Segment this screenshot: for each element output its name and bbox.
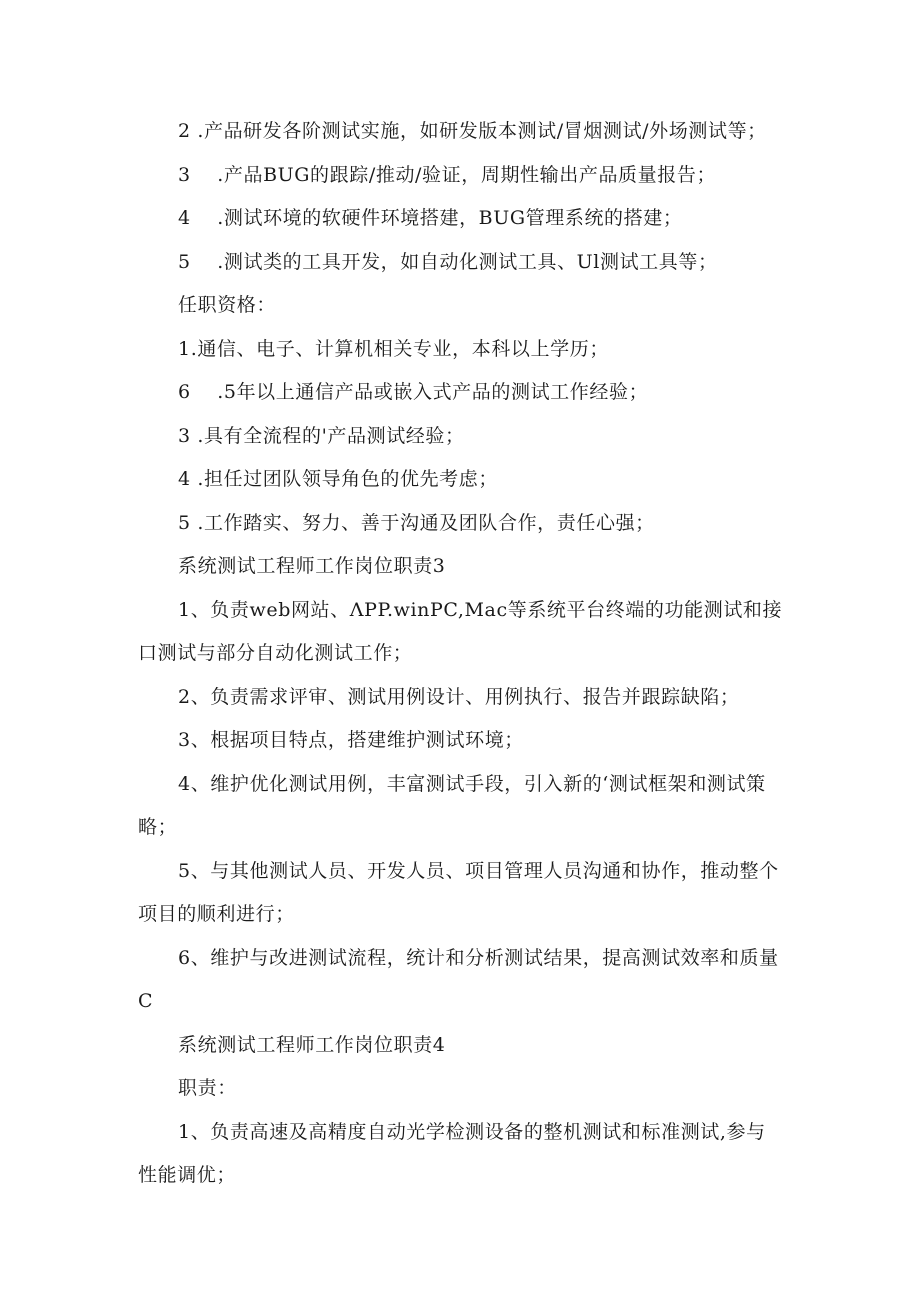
- section-heading: 任职资格：: [178, 294, 277, 316]
- text-line: 3、根据项目特点，搭建维护测试环境；: [178, 729, 524, 751]
- text-line: 口测试与部分自动化测试工作；: [138, 642, 413, 664]
- text-line: 3 .产品BUG的跟踪/推动/验证，周期性输出产品质量报告；: [178, 164, 717, 186]
- section-heading: 系统测试工程师工作岗位职责4: [178, 1034, 446, 1056]
- text-line: 4、维护优化测试用例，丰富测试手段，引入新的‘测试框架和测试策: [178, 773, 766, 795]
- text-line: 4 .担任过团队领导角色的优先考虑；: [178, 468, 498, 490]
- text-line: 项目的顺利进行；: [138, 903, 295, 925]
- text-line: 2 .产品研发各阶测试实施，如研发版本测试/冒烟测试/外场测试等；: [178, 120, 767, 142]
- text-line: 5 .测试类的工具开发，如自动化测试工具、Ul测试工具等；: [178, 251, 718, 273]
- text-line: 3 .具有全流程的'产品测试经验；: [178, 425, 465, 447]
- section-heading: 职责：: [178, 1077, 237, 1099]
- section-heading: 系统测试工程师工作岗位职责3: [178, 555, 446, 577]
- text-line: 性能调优；: [138, 1164, 237, 1186]
- text-line: 略；: [138, 816, 178, 838]
- text-line: 1.通信、电子、计算机相关专业，本科以上学历；: [178, 338, 609, 360]
- text-line: 5 .工作踏实、努力、善于沟通及团队合作，责任心强；: [178, 512, 655, 534]
- text-line: 1、负责高速及高精度自动光学检测设备的整机测试和标准测试,参与: [178, 1121, 766, 1143]
- text-line: 6、维护与改进测试流程，统计和分析测试结果，提高测试效率和质量: [178, 947, 779, 969]
- text-line: 6 .5年以上通信产品或嵌入式产品的测试工作经验；: [178, 381, 649, 403]
- text-line: 2、负责需求评审、测试用例设计、用例执行、报告并跟踪缺陷；: [178, 686, 740, 708]
- text-line: 4 .测试环境的软硬件环境搭建，BUG管理系统的搭建；: [178, 207, 683, 229]
- text-line: 5、与其他测试人员、开发人员、项目管理人员沟通和协作，推动整个: [178, 860, 779, 882]
- text-line: C: [138, 990, 154, 1012]
- text-line: 1、负责web网站、ΛPP.winPC,Mac等系统平台终端的功能测试和接: [178, 599, 783, 621]
